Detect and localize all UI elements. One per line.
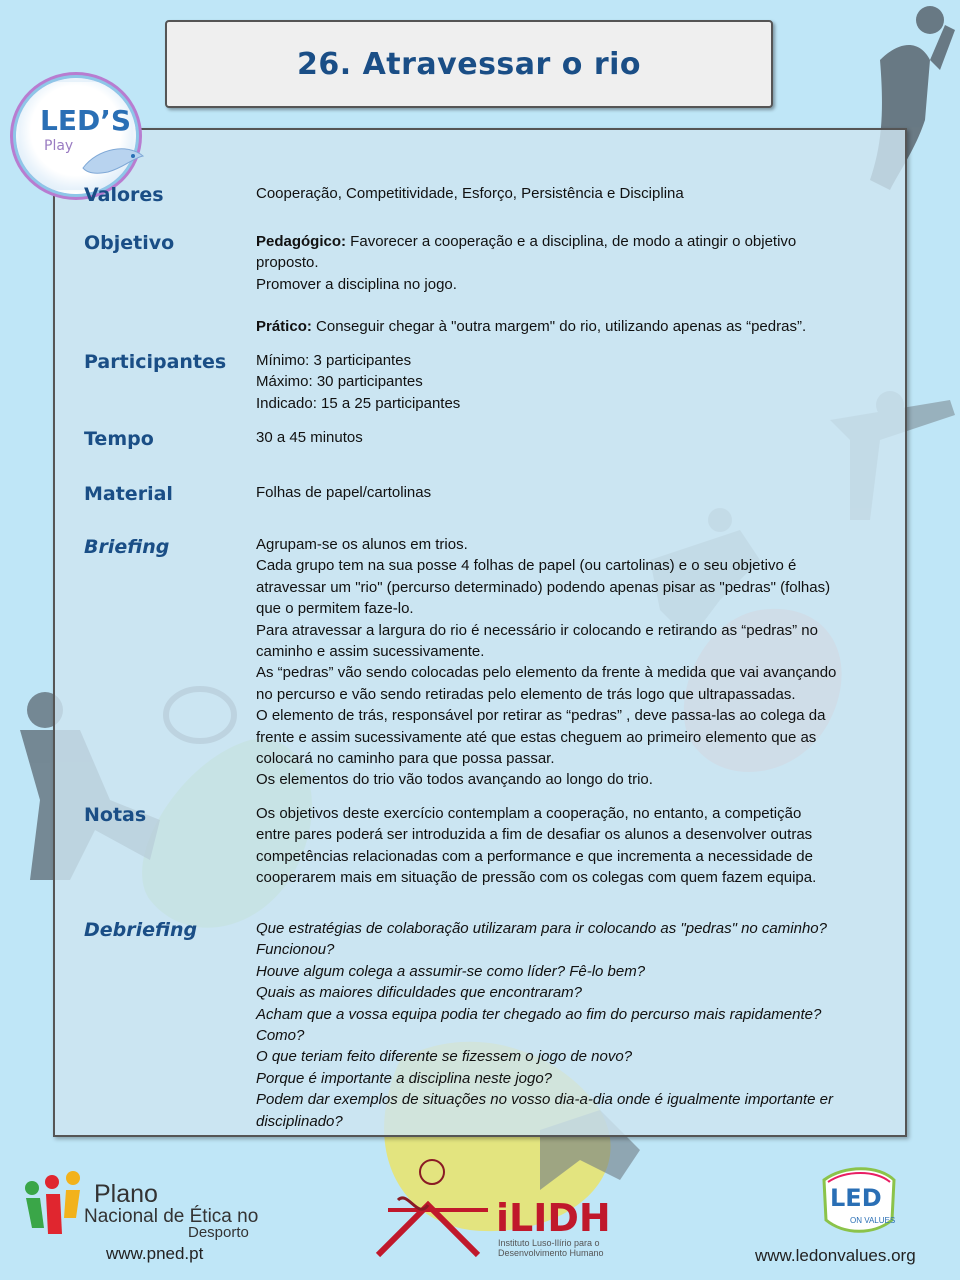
pned-line1: Plano — [94, 1180, 158, 1208]
label-valores: Valores — [84, 184, 164, 206]
notas-line: cooperarem mais em situação de pressão com os colegas com quem fazem equipa. — [256, 869, 817, 887]
briefing-line: caminho e assim sucessivamente. — [256, 643, 485, 661]
pned-line2: Nacional de Ética no — [84, 1206, 259, 1227]
participantes-line: Máximo: 30 participantes — [256, 373, 423, 391]
pedagogico-text: Favorecer a cooperação e a disciplina, de modo a atingir o objetivo — [346, 233, 797, 250]
notas-line: Os objetivos deste exercício contemplam a cooperação, no entanto, a competição — [256, 805, 802, 822]
briefing-line: no percurso e vão sendo retiradas pelo elemento de trás logo que ultrapassadas. — [256, 685, 796, 703]
pratico-label: Prático: — [256, 318, 312, 336]
led-on-values-logo — [752, 1160, 942, 1270]
notas-line: entre pares poderá ser introduzida a fim de desafiar os alunos a desenvolver outras — [256, 826, 813, 844]
leds-play-logo — [16, 78, 136, 194]
dolphin-icon — [78, 138, 148, 178]
debriefing-line: Acham que a vossa equipa podia ter chegado ao fim do percurso mais rapidamente? — [256, 1005, 822, 1023]
objetivo-pratico — [256, 316, 886, 337]
material-line: Folhas de papel/cartolinas — [256, 484, 432, 501]
debriefing-line: Podem dar exemplos de situações no vosso dia-a-dia onde é igualmente importante er — [256, 1091, 834, 1109]
led-footer-url[interactable]: www.ledonvalues.org — [755, 1246, 916, 1265]
debriefing-line: Quais as maiores dificuldades que encontraram? — [256, 984, 583, 1002]
briefing-line: Agrupam-se os alunos em trios. — [256, 536, 468, 553]
ilidh-figure-icon — [368, 1150, 498, 1268]
briefing-line: Os elementos do trio vão todos avançando ao longo do trio. — [256, 771, 653, 789]
tempo-line: 30 a 45 minutos — [256, 429, 363, 446]
briefing-line: Para atravessar a largura do rio é necessário ir colocando e retirando as “pedras” no — [256, 621, 818, 639]
label-objetivo: Objetivo — [84, 232, 175, 254]
label-participantes: Participantes — [84, 351, 227, 373]
led-footer-sub: ON VALUES — [850, 1216, 896, 1225]
title-box — [165, 20, 773, 108]
debriefing-line: Porque é importante a disciplina neste jogo? — [256, 1069, 553, 1087]
label-debriefing: Debriefing — [84, 919, 198, 941]
label-material: Material — [84, 483, 173, 505]
debriefing-line: Como? — [256, 1027, 305, 1045]
briefing-line: Cada grupo tem na sua posse 4 folhas de papel (ou cartolinas) e o seu objetivo é — [256, 557, 797, 575]
body-objetivo — [256, 231, 886, 338]
objetivo-pedagogico — [256, 231, 886, 252]
briefing-line: frente e assim sucessivamente até que estas cheguem ao primeiro elemento que as — [256, 728, 817, 746]
ilidh-logo — [368, 1150, 618, 1268]
body-briefing — [256, 534, 886, 791]
logo-brand: LED’S — [40, 104, 132, 137]
label-tempo: Tempo — [84, 428, 154, 450]
pned-figures-icon — [18, 1168, 88, 1238]
briefing-line: O elemento de trás, responsável por retirar as “pedras” , deve passa-las ao colega da — [256, 707, 826, 725]
page-title: 26. Atravessar o rio — [296, 46, 642, 82]
body-notas — [256, 803, 886, 889]
pedagogico-label: Pedagógico: — [256, 233, 347, 250]
notas-line: competências relacionadas com a performance e que incrementa a necessidade de — [256, 847, 813, 865]
pedagogico-extra: Promover a disciplina no jogo. — [256, 275, 457, 293]
body-tempo — [256, 427, 886, 448]
label-notas: Notas — [84, 804, 147, 826]
ilidh-name: iLIDH — [496, 1196, 611, 1240]
pned-line3: Desporto — [188, 1224, 249, 1241]
led-footer-brand: LED — [830, 1184, 882, 1212]
briefing-line: que o permitem faze-lo. — [256, 600, 414, 618]
body-participantes — [256, 350, 886, 414]
briefing-line: colocará no caminho para que possa passar. — [256, 750, 555, 768]
logo-sub: Play — [44, 138, 74, 154]
debriefing-line: O que teriam feito diferente se fizessem o jogo de novo? — [256, 1048, 633, 1066]
pned-logo — [18, 1168, 288, 1268]
participantes-line: Mínimo: 3 participantes — [256, 352, 412, 369]
pedagogico-cont: proposto. — [256, 254, 319, 272]
label-briefing: Briefing — [84, 536, 170, 558]
debriefing-line: Funcionou? — [256, 941, 335, 959]
ilidh-sub: Instituto Luso-Ilírio para o Desenvolvimento Humano — [498, 1238, 604, 1258]
body-debriefing — [256, 918, 886, 1132]
briefing-line: As “pedras” vão sendo colocadas pelo elemento da frente à medida que vai avançando — [256, 664, 837, 682]
pned-url[interactable]: www.pned.pt — [106, 1244, 204, 1263]
debriefing-line: Que estratégias de colaboração utilizaram para ir colocando as "pedras" no caminho? — [256, 920, 827, 937]
debriefing-line: disciplinado? — [256, 1112, 343, 1130]
valores-line: Cooperação, Competitividade, Esforço, Persistência e Disciplina — [256, 185, 684, 202]
briefing-line: atravessar um "rio" (percurso determinado) podendo apenas pisar as "pedras" (folhas) — [256, 578, 831, 596]
body-valores — [256, 183, 886, 204]
pratico-text: Conseguir chegar à "outra margem" do rio, utilizando apenas as “pedras”. — [311, 318, 807, 336]
debriefing-line: Houve algum colega a assumir-se como líder? Fê-lo bem? — [256, 962, 646, 980]
participantes-line: Indicado: 15 a 25 participantes — [256, 394, 461, 412]
body-material — [256, 482, 886, 503]
